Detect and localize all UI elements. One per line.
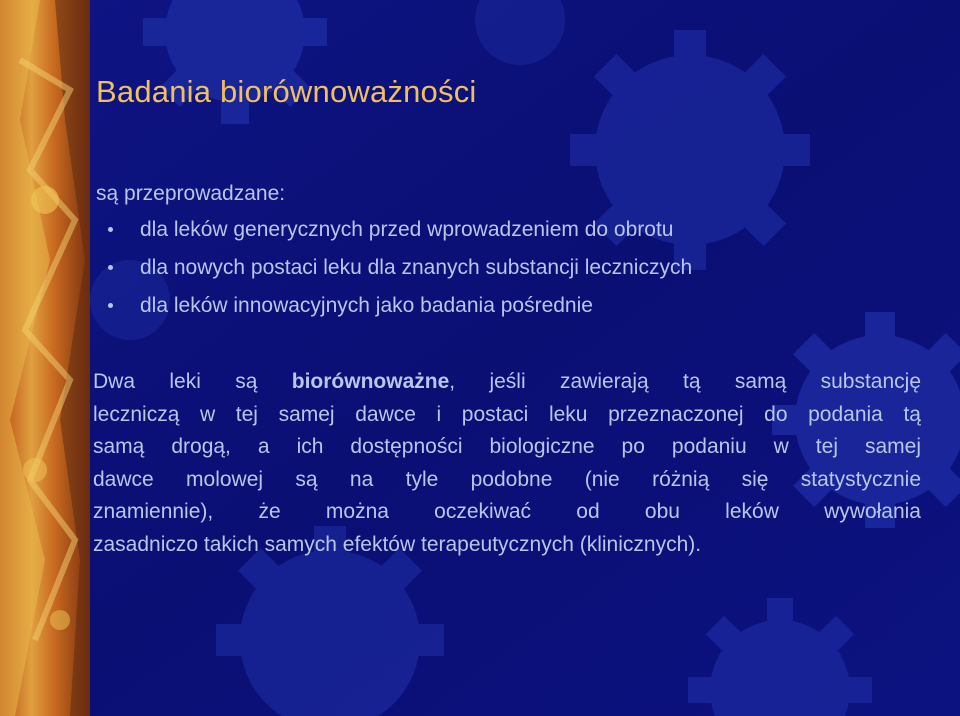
bullet-icon [108, 303, 113, 308]
bullet-text: dla leków generycznych przed wprowadzeniem do obrotu [140, 218, 674, 241]
intro-text: są przeprowadzane: [96, 182, 286, 205]
definition-paragraph [93, 366, 921, 561]
bullet-text: dla nowych postaci leku dla znanych substancji leczniczych [140, 256, 693, 279]
left-decorative-strip [0, 0, 90, 716]
list-item [108, 293, 692, 331]
bold-term: biorównoważne [291, 370, 450, 393]
list-item [108, 217, 692, 255]
bullet-text: dla leków innowacyjnych jako badania pośrednie [140, 294, 593, 317]
paragraph-text: Dwa leki są [93, 370, 292, 393]
list-item [108, 255, 692, 293]
bullet-icon [108, 227, 113, 232]
bullet-list [108, 217, 692, 331]
paragraph-line: leczniczą w tej samej dawce i postaci leku przeznaczonej do podania tą [93, 402, 921, 426]
slide-title: Badania biorównoważności [96, 74, 477, 109]
paragraph-line: znamiennie), że można oczekiwać od obu leków wywołania [93, 500, 921, 523]
paragraph-line: zasadniczo takich samych efektów terapeutycznych (klinicznych). [93, 532, 702, 556]
bullet-icon [108, 265, 113, 270]
paragraph-line [93, 366, 921, 399]
paragraph-line: samą drogą, a ich dostępności biologiczne po podaniu w tej samej [93, 435, 921, 458]
paragraph-line: dawce molowej są na tyle podobne (nie różnią się statystycznie [93, 467, 921, 491]
paragraph-text: , jeśli zawierają tą samą substancję [449, 370, 922, 393]
